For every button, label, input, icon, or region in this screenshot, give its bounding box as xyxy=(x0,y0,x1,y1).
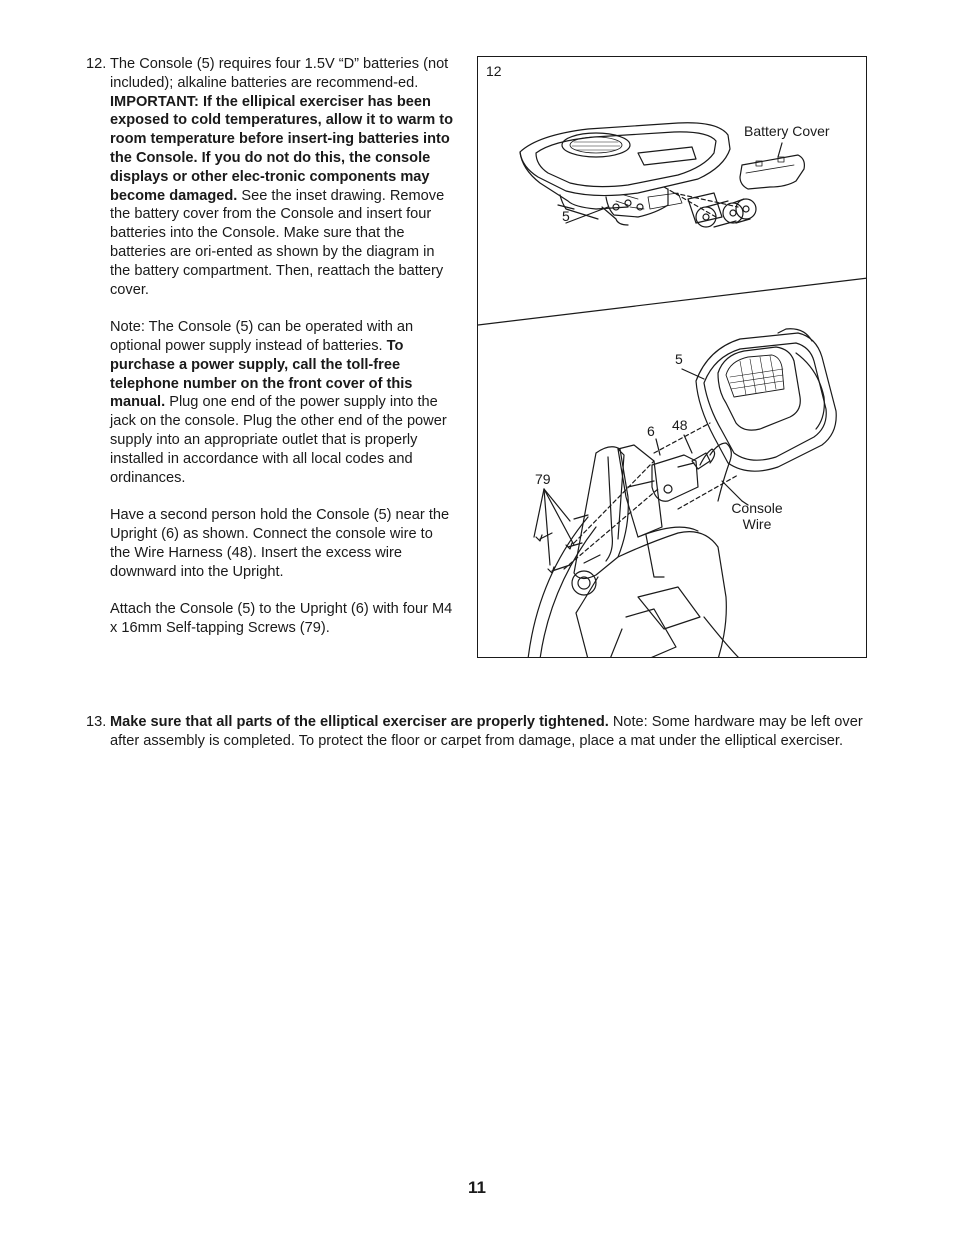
wire-connection-paragraph: Have a second person hold the Console (5) near the Upright (6) as shown. Connect the console wire to the Wire Harness (48). Insert the excess wire downward into the Upright. xyxy=(110,507,450,580)
wire-harness-callout: 48 xyxy=(672,417,688,433)
main-console-drawing xyxy=(696,329,836,471)
inset-console-callout: 5 xyxy=(562,208,570,224)
console-callout: 5 xyxy=(675,351,683,367)
screws-callout: 79 xyxy=(535,471,551,487)
console-wire-label-line2: Wire xyxy=(742,516,772,532)
page-number: 11 xyxy=(468,1178,486,1197)
power-supply-purchase-note: To purchase a power supply, call the toll-free telephone number on the front cover of this manual. xyxy=(110,337,413,411)
power-supply-paragraph xyxy=(110,318,456,487)
upright-drawing xyxy=(528,423,742,658)
upright-callout: 6 xyxy=(647,423,655,439)
battery-intro: The Console (5) requires four 1.5V “D” batteries (not included); alkaline batteries are recommend-ed. xyxy=(110,56,449,91)
battery-cover-drawing xyxy=(740,143,804,189)
assembly-figure xyxy=(477,56,867,658)
inset-console-drawing xyxy=(520,123,738,225)
screws-drawing xyxy=(534,489,588,573)
battery-paragraph xyxy=(110,55,456,299)
console-wire-label xyxy=(728,500,786,532)
hardware-note: Note: Some hardware may be left over after assembly is completed. To protect the floor or carpet from damage, place a mat under the elliptical exerciser. xyxy=(110,714,863,749)
step-body xyxy=(110,55,456,638)
cold-temperature-warning: IMPORTANT: If the ellipical exerciser has been exposed to cold temperatures, allow it to warm to room temperature before insert-ing batteries into the Console. If you do not do this, the console displays or other elec-tronic components may become damaged. xyxy=(110,93,454,204)
step-12 xyxy=(86,55,456,638)
battery-cover-label: Battery Cover xyxy=(744,123,830,139)
battery-instructions: See the inset drawing. Remove the battery cover from the Console and insert four batteries into the Console. Make sure that the batteries are ori-ented as shown by the diagram in the battery compartment. Then, reattach the battery cover. xyxy=(110,187,445,298)
step-number: 13. xyxy=(86,714,107,730)
tighten-parts-instruction: Make sure that all parts of the elliptical exerciser are properly tightened. xyxy=(110,714,609,730)
attach-console-paragraph: Attach the Console (5) to the Upright (6) with four M4 x 16mm Self-tapping Screws (79). xyxy=(110,601,453,636)
assembly-drawing xyxy=(478,57,867,658)
inset-divider xyxy=(478,278,867,325)
power-supply-instructions: Plug one end of the power supply into the jack on the console. Plug the other end of the power supply into an appropriate outlet that is properly installed in accordance with all local codes and ordinances. xyxy=(110,394,447,486)
figure-step-label: 12 xyxy=(486,63,502,79)
step-number: 12. xyxy=(86,56,107,72)
step-body xyxy=(110,713,866,751)
step-13 xyxy=(86,713,866,751)
console-wire-label-line1: Console xyxy=(731,500,783,516)
power-supply-intro: Note: The Console (5) can be operated with an optional power supply instead of batteries. xyxy=(110,319,414,354)
